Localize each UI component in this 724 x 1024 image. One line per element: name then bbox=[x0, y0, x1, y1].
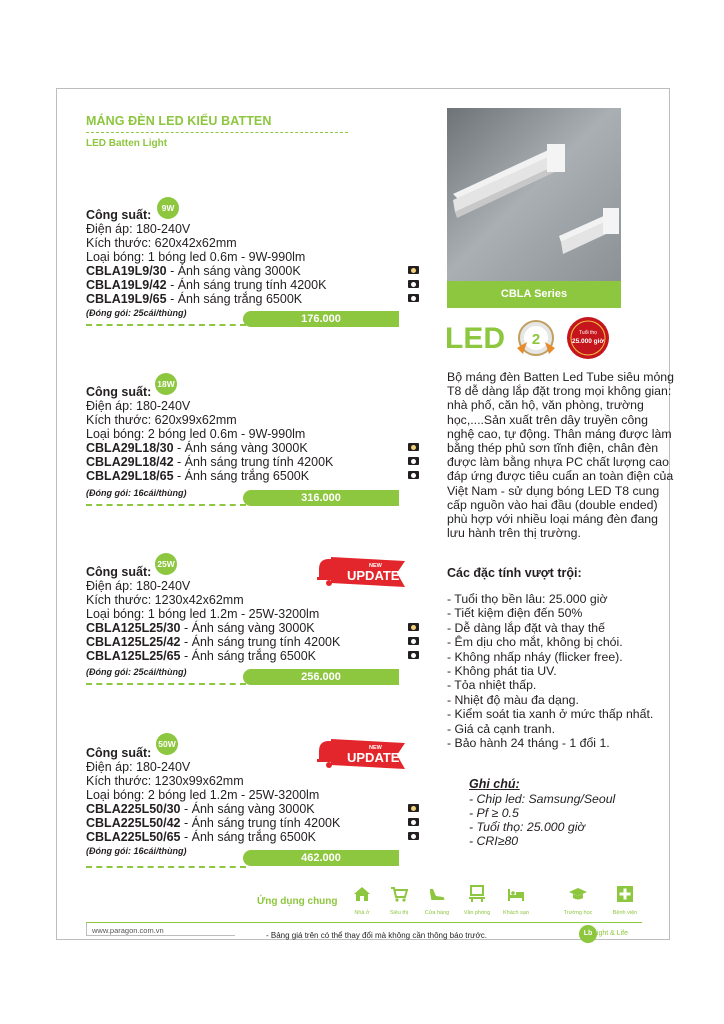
model-code: CBLA29L18/65 bbox=[86, 469, 174, 483]
model-desc: - Ánh sáng vàng 3000K bbox=[166, 264, 301, 278]
warranty-years: 2 bbox=[531, 331, 541, 348]
app-item-supermarket bbox=[383, 885, 415, 916]
model-code: CBLA225L50/30 bbox=[86, 802, 181, 816]
spec-line: Kích thước: 1230x99x62mm bbox=[86, 774, 244, 788]
lifetime-label: Tuổi thọ bbox=[579, 330, 597, 336]
model-desc: - Ánh sáng trung tính 4200K bbox=[180, 635, 341, 649]
model-code: CBLA225L50/42 bbox=[86, 816, 181, 830]
shoe-icon bbox=[428, 885, 446, 903]
model-line bbox=[86, 830, 426, 844]
app-label: Trường học bbox=[563, 910, 593, 916]
spec-line: Kích thước: 1230x42x62mm bbox=[86, 593, 244, 607]
model-desc: - Ánh sáng trắng 6500K bbox=[166, 292, 303, 306]
model-line bbox=[86, 649, 426, 663]
power-label: Công suất: bbox=[86, 208, 152, 222]
series-caption: CBLA Series bbox=[447, 281, 621, 308]
model-line bbox=[86, 621, 426, 635]
app-label: Siêu thị bbox=[389, 910, 409, 916]
app-label: Cửa hàng bbox=[424, 910, 450, 916]
model-code: CBLA19L9/30 bbox=[86, 264, 167, 278]
product-spec bbox=[86, 746, 426, 844]
power-badge: 18W bbox=[155, 373, 177, 395]
product-spec bbox=[86, 565, 426, 663]
model-line bbox=[86, 264, 426, 278]
feature-item: - Giá cả cạnh tranh. bbox=[447, 721, 555, 736]
title-divider bbox=[86, 132, 348, 133]
power-badge: 9W bbox=[157, 197, 179, 219]
features-title: Các đặc tính vượt trội: bbox=[447, 566, 582, 580]
app-label: Nhà ở bbox=[354, 910, 370, 916]
price-tag: 176.000 bbox=[243, 311, 399, 327]
update-big-text: UPDATE bbox=[347, 750, 400, 765]
feature-item: - Dễ dàng lắp đặt và thay thế bbox=[447, 620, 605, 635]
neutral-light-icon bbox=[408, 280, 419, 288]
note-item: - Chip led: Samsung/Seoul bbox=[469, 792, 616, 806]
model-line bbox=[86, 455, 426, 469]
spec-line: Điện áp: 180-240V bbox=[86, 760, 191, 774]
model-desc: - Ánh sáng trung tính 4200K bbox=[173, 455, 334, 469]
power-label: Công suất: bbox=[86, 565, 152, 579]
price-tag: 256.000 bbox=[243, 669, 399, 685]
website-url[interactable]: www.paragon.com.vn bbox=[92, 926, 164, 935]
neutral-light-icon bbox=[408, 818, 419, 826]
app-item-home bbox=[346, 885, 378, 916]
price-tag: 316.000 bbox=[243, 490, 399, 506]
app-item-hospital bbox=[609, 885, 641, 916]
feature-item: - Nhiệt độ màu đa dạng. bbox=[447, 692, 579, 707]
product-photo bbox=[447, 108, 621, 308]
warm-light-icon bbox=[408, 623, 419, 631]
warm-light-icon bbox=[408, 804, 419, 812]
app-label: Bệnh viện bbox=[612, 910, 638, 916]
feature-item: - Tỏa nhiệt thấp. bbox=[447, 678, 537, 693]
note-item: - Tuổi thọ: 25.000 giờ bbox=[469, 820, 585, 834]
lifetime-value: 25.000 giờ bbox=[571, 338, 605, 345]
price-divider bbox=[86, 324, 246, 326]
spec-line: Loại bóng: 1 bóng led 1.2m - 25W-3200lm bbox=[86, 607, 320, 621]
price-disclaimer: - Bảng giá trên có thể thay đổi mà không cần thông báo trước. bbox=[266, 931, 487, 940]
model-code: CBLA125L25/42 bbox=[86, 635, 181, 649]
cart-icon bbox=[390, 885, 408, 903]
spec-line: Kích thước: 620x42x62mm bbox=[86, 236, 237, 250]
app-label: Khách sạn bbox=[503, 910, 529, 916]
power-label: Công suất: bbox=[86, 385, 152, 399]
model-desc: - Ánh sáng trắng 6500K bbox=[180, 649, 317, 663]
app-label: Văn phòng bbox=[463, 910, 491, 916]
model-desc: - Ánh sáng trung tính 4200K bbox=[166, 278, 327, 292]
model-code: CBLA19L9/65 bbox=[86, 292, 167, 306]
price-divider bbox=[86, 504, 246, 506]
packing-note: (Đóng gói: 25cái/thùng) bbox=[86, 308, 187, 318]
update-small-text: NEW bbox=[369, 745, 382, 751]
spec-line: Điện áp: 180-240V bbox=[86, 399, 191, 413]
spec-line: Kích thước: 620x99x62mm bbox=[86, 413, 237, 427]
feature-item: - Không nhấp nháy (flicker free). bbox=[447, 649, 623, 664]
graduation-cap-icon bbox=[569, 885, 587, 903]
feature-item: - Tuổi thọ bền lâu: 25.000 giờ bbox=[447, 592, 608, 606]
led-logo bbox=[445, 322, 507, 352]
feature-item: - Bảo hành 24 tháng - 1 đổi 1. bbox=[447, 736, 610, 751]
note-item: - Pf ≥ 0.5 bbox=[469, 806, 519, 820]
feature-item: - Tiết kiệm điện đến 50% bbox=[447, 606, 583, 621]
model-code: CBLA29L18/42 bbox=[86, 455, 174, 469]
white-light-icon bbox=[408, 651, 419, 659]
warm-light-icon bbox=[408, 266, 419, 274]
applications-label: Ứng dụng chung bbox=[257, 896, 338, 907]
spec-line: Loại bóng: 2 bóng led 1.2m - 25W-3200lm bbox=[86, 788, 320, 802]
warm-light-icon bbox=[408, 443, 419, 451]
bed-icon bbox=[507, 885, 525, 903]
white-light-icon bbox=[408, 471, 419, 479]
power-label: Công suất: bbox=[86, 746, 152, 760]
page-title: MÁNG ĐÈN LED KIỂU BATTEN bbox=[86, 114, 272, 128]
product-spec bbox=[86, 385, 426, 483]
features-list bbox=[447, 592, 653, 750]
feature-item: - Không phát tia UV. bbox=[447, 664, 557, 679]
medical-cross-icon bbox=[616, 885, 634, 903]
notes-list bbox=[469, 792, 615, 848]
white-light-icon bbox=[408, 294, 419, 302]
model-line bbox=[86, 278, 426, 292]
lifetime-25000h-seal bbox=[566, 316, 610, 360]
note-item: - CRI≥80 bbox=[469, 834, 519, 848]
model-line bbox=[86, 816, 426, 830]
power-badge: 50W bbox=[156, 733, 178, 755]
house-icon bbox=[353, 885, 371, 903]
price-tag: 462.000 bbox=[243, 850, 399, 866]
packing-note: (Đóng gói: 25cái/thùng) bbox=[86, 667, 187, 677]
model-code: CBLA19L9/42 bbox=[86, 278, 167, 292]
spec-line: Điện áp: 180-240V bbox=[86, 222, 191, 236]
model-code: CBLA225L50/65 bbox=[86, 830, 181, 844]
desk-icon bbox=[468, 885, 486, 903]
spec-line: Loại bóng: 2 bóng led 0.6m - 9W-990lm bbox=[86, 427, 306, 441]
model-line bbox=[86, 802, 426, 816]
model-desc: - Ánh sáng trắng 6500K bbox=[173, 469, 310, 483]
update-big-text: UPDATE bbox=[347, 568, 400, 583]
model-desc: - Ánh sáng trắng 6500K bbox=[180, 830, 317, 844]
model-code: CBLA125L25/65 bbox=[86, 649, 181, 663]
app-item-school bbox=[562, 885, 594, 916]
model-line bbox=[86, 292, 426, 306]
packing-note: (Đóng gói: 16cái/thùng) bbox=[86, 488, 187, 498]
light-life-mark: Lb bbox=[579, 925, 597, 943]
notes-title: Ghi chú: bbox=[469, 777, 520, 791]
product-spec bbox=[86, 208, 426, 306]
model-desc: - Ánh sáng vàng 3000K bbox=[180, 621, 315, 635]
led-logo-text: LED bbox=[445, 322, 505, 352]
model-code: CBLA125L25/30 bbox=[86, 621, 181, 635]
model-line bbox=[86, 469, 426, 483]
packing-note: (Đóng gói: 16cái/thùng) bbox=[86, 846, 187, 856]
price-divider bbox=[86, 683, 246, 685]
neutral-light-icon bbox=[408, 457, 419, 465]
spec-line: Loại bóng: 1 bóng led 0.6m - 9W-990lm bbox=[86, 250, 306, 264]
spec-line: Điện áp: 180-240V bbox=[86, 579, 191, 593]
model-desc: - Ánh sáng trung tính 4200K bbox=[180, 816, 341, 830]
app-item-shop bbox=[421, 885, 453, 916]
product-description: Bộ máng đèn Batten Led Tube siêu mỏng T8 dễ dàng lắp đặt trong mọi không gian: nhà phố, căn hộ, văn phòng, trường học,....Sản xuất trên dây truyền công nghệ cao, tự động. Thân máng được làm bằng thép phủ sơn tĩnh điện, chân đèn được làm bằng nhựa PC chất lượng cao đáp ứng được tiêu cuẩn an toàn điện của Việt Nam - sử dụng bóng LED T8 cung cấp nguồn vào hai đầu (double ended) phù hợp với nhiều loại máng đèn đang lưu hành trên thị trường. bbox=[447, 370, 674, 541]
power-badge: 25W bbox=[155, 553, 177, 575]
model-line bbox=[86, 441, 426, 455]
model-desc: - Ánh sáng vàng 3000K bbox=[180, 802, 315, 816]
white-light-icon bbox=[408, 832, 419, 840]
update-small-text: NEW bbox=[369, 563, 382, 569]
warranty-2-years-seal bbox=[513, 318, 559, 358]
app-item-hotel bbox=[500, 885, 532, 916]
feature-item: - Êm dịu cho mắt, không bị chói. bbox=[447, 635, 623, 650]
model-line bbox=[86, 635, 426, 649]
light-life-text: Light & Life bbox=[593, 930, 629, 937]
feature-item: - Kiểm soát tia xanh ở mức thấp nhất. bbox=[447, 707, 654, 722]
neutral-light-icon bbox=[408, 637, 419, 645]
price-divider bbox=[86, 866, 246, 868]
model-desc: - Ánh sáng vàng 3000K bbox=[173, 441, 308, 455]
app-item-office bbox=[461, 885, 493, 916]
model-code: CBLA29L18/30 bbox=[86, 441, 174, 455]
page-subtitle: LED Batten Light bbox=[86, 138, 168, 149]
